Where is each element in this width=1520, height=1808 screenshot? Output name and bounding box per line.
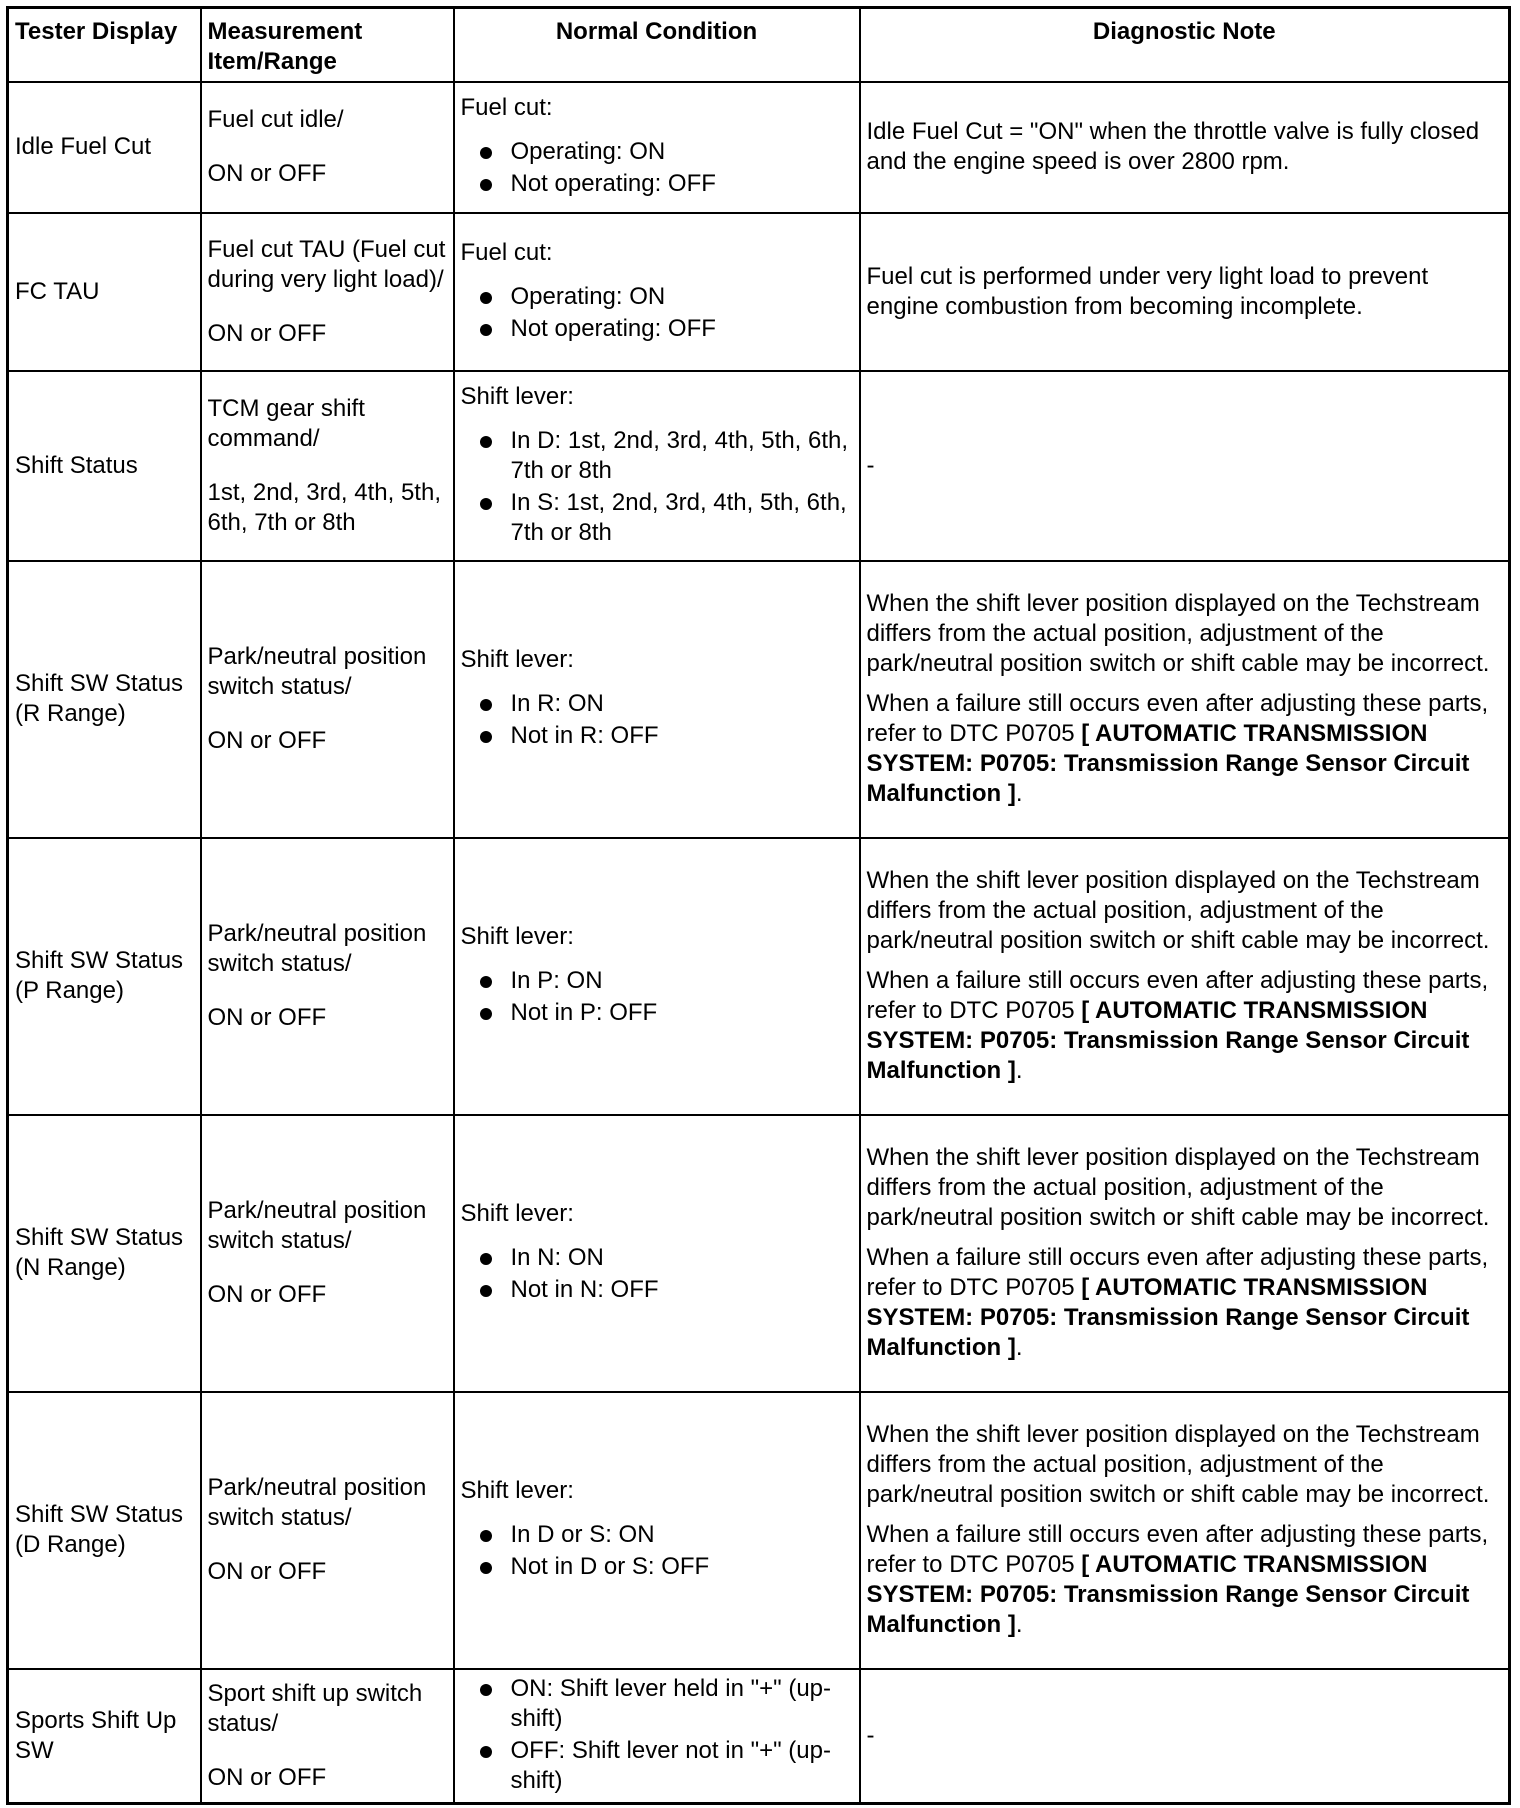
diagnostic-note-cell [860, 1392, 1510, 1669]
dtc-reference: [ AUTOMATIC TRANSMISSION SYSTEM: P0705: Transmission Range Sensor Circuit Malfunction ] [866, 1274, 1470, 1361]
note-text: When a failure still occurs even after adjusting these parts, refer to DTC P0705 [866, 1244, 1489, 1301]
tester-display-cell: FC TAU [8, 213, 201, 371]
condition-list [461, 966, 853, 1028]
tester-display-cell: Sports Shift Up SW [8, 1669, 201, 1804]
measurement-item: Park/neutral position switch status/ [207, 643, 427, 700]
normal-condition-cell [454, 1669, 860, 1804]
note-paragraph [867, 966, 1503, 1086]
table-row [8, 82, 1510, 213]
diagnostic-note-cell: - [860, 371, 1510, 561]
measurement-cell [201, 838, 454, 1115]
list-item: In P: ON [473, 966, 853, 996]
note-text: When a failure still occurs even after adjusting these parts, refer to DTC P0705 [866, 1521, 1489, 1578]
note-paragraph: When the shift lever position displayed on the Techstream differs from the actual position, adjustment of the park/neutral position switch or shift cable may be incorrect. [866, 590, 1490, 677]
list-item: In D: 1st, 2nd, 3rd, 4th, 5th, 6th, 7th or 8th [473, 426, 853, 486]
measurement-range: ON or OFF [207, 1004, 327, 1031]
list-item: Not in D or S: OFF [473, 1552, 853, 1582]
condition-list [461, 282, 853, 344]
note-paragraph: When the shift lever position displayed on the Techstream differs from the actual position, adjustment of the park/neutral position switch or shift cable may be incorrect. [866, 867, 1490, 954]
dtc-reference: [ AUTOMATIC TRANSMISSION SYSTEM: P0705: Transmission Range Sensor Circuit Malfunction ] [866, 720, 1470, 807]
table-row [8, 371, 1510, 561]
measurement-range: ON or OFF [207, 1763, 327, 1791]
condition-label: Shift lever: [460, 382, 574, 410]
tester-display-cell: Shift SW Status (D Range) [8, 1392, 201, 1669]
diagnostic-note-cell [860, 1115, 1510, 1392]
list-item: Not in R: OFF [473, 721, 853, 751]
note-paragraph: When the shift lever position displayed on the Techstream differs from the actual position, adjustment of the park/neutral position switch or shift cable may be incorrect. [866, 1421, 1490, 1508]
normal-condition-cell [454, 371, 860, 561]
measurement-cell [201, 1669, 454, 1804]
note-end: . [1015, 780, 1023, 807]
condition-label: Shift lever: [460, 923, 574, 950]
measurement-cell [201, 371, 454, 561]
list-item: In N: ON [473, 1243, 853, 1273]
table-row [8, 213, 1510, 371]
list-item: In D or S: ON [473, 1520, 853, 1550]
header-normal-condition: Normal Condition [454, 8, 860, 82]
condition-label: Fuel cut: [460, 94, 553, 121]
measurement-item: Fuel cut TAU (Fuel cut during very light load)/ [207, 235, 446, 293]
measurement-range: ON or OFF [207, 727, 327, 754]
tester-display-cell: Shift SW Status (N Range) [8, 1115, 201, 1392]
measurement-item: Park/neutral position switch status/ [207, 1197, 427, 1254]
condition-label: Fuel cut: [460, 238, 553, 266]
note-end: . [1015, 1334, 1023, 1361]
measurement-range: ON or OFF [207, 160, 327, 187]
list-item: In S: 1st, 2nd, 3rd, 4th, 5th, 6th, 7th or 8th [473, 488, 853, 548]
condition-list [461, 1674, 853, 1796]
measurement-cell [201, 1392, 454, 1669]
table-row [8, 561, 1510, 838]
note-paragraph [867, 1243, 1503, 1363]
list-item: OFF: Shift lever not in "+" (up-shift) [473, 1736, 853, 1796]
measurement-cell [201, 561, 454, 838]
normal-condition-cell [454, 561, 860, 838]
list-item: ON: Shift lever held in "+" (up-shift) [473, 1674, 853, 1734]
measurement-item: Fuel cut idle/ [207, 106, 344, 133]
table-row [8, 1669, 1510, 1804]
note-end: . [1015, 1057, 1023, 1084]
list-item: Operating: ON [473, 282, 853, 312]
normal-condition-cell [454, 1115, 860, 1392]
header-diagnostic-note: Diagnostic Note [860, 8, 1510, 82]
measurement-cell [201, 1115, 454, 1392]
diagnostic-note-cell: - [860, 1669, 1510, 1804]
condition-list [461, 1520, 853, 1582]
normal-condition-cell [454, 82, 860, 213]
normal-condition-cell [454, 1392, 860, 1669]
tester-display-cell: Shift SW Status (P Range) [8, 838, 201, 1115]
list-item: Operating: ON [473, 137, 853, 167]
list-item: Not in N: OFF [473, 1275, 853, 1305]
condition-label: Shift lever: [460, 1477, 574, 1504]
note-text: When a failure still occurs even after adjusting these parts, refer to DTC P0705 [866, 967, 1489, 1024]
normal-condition-cell [454, 213, 860, 371]
dtc-reference: [ AUTOMATIC TRANSMISSION SYSTEM: P0705: Transmission Range Sensor Circuit Malfunction ] [866, 997, 1470, 1084]
table-row [8, 1115, 1510, 1392]
measurement-item: Park/neutral position switch status/ [207, 1474, 427, 1531]
list-item: Not in P: OFF [473, 998, 853, 1028]
list-item: In R: ON [473, 689, 853, 719]
measurement-cell [201, 82, 454, 213]
measurement-cell [201, 213, 454, 371]
diagnostic-note-cell: Idle Fuel Cut = "ON" when the throttle valve is fully closed and the engine speed is over 2800 rpm. [860, 82, 1510, 213]
condition-label: Shift lever: [460, 1200, 574, 1227]
measurement-range: ON or OFF [207, 1281, 327, 1308]
condition-list [461, 426, 853, 548]
header-row [8, 8, 1510, 82]
diagnostic-data-table [6, 6, 1511, 1805]
measurement-item: Sport shift up switch status/ [207, 1679, 423, 1737]
diagnostic-note-cell [860, 838, 1510, 1115]
list-item: Not operating: OFF [473, 169, 853, 199]
measurement-range: 1st, 2nd, 3rd, 4th, 5th, 6th, 7th or 8th [207, 478, 441, 536]
tester-display-cell: Shift SW Status (R Range) [8, 561, 201, 838]
measurement-range: ON or OFF [207, 319, 327, 347]
measurement-item: TCM gear shift command/ [207, 394, 365, 452]
note-text: When a failure still occurs even after adjusting these parts, refer to DTC P0705 [866, 690, 1489, 747]
diagnostic-note-cell [860, 561, 1510, 838]
diagnostic-note-cell: Fuel cut is performed under very light load to prevent engine combustion from becoming incomplete. [860, 213, 1510, 371]
header-measurement-item: Measurement Item/Range [201, 8, 454, 82]
note-end: . [1015, 1611, 1023, 1638]
dtc-reference: [ AUTOMATIC TRANSMISSION SYSTEM: P0705: Transmission Range Sensor Circuit Malfunction ] [866, 1551, 1470, 1638]
header-tester-display: Tester Display [8, 8, 201, 82]
note-paragraph [867, 1520, 1503, 1640]
condition-list [461, 137, 853, 199]
note-paragraph [867, 689, 1503, 809]
note-paragraph: When the shift lever position displayed on the Techstream differs from the actual position, adjustment of the park/neutral position switch or shift cable may be incorrect. [866, 1144, 1490, 1231]
list-item: Not operating: OFF [473, 314, 853, 344]
normal-condition-cell [454, 838, 860, 1115]
condition-list [461, 1243, 853, 1305]
table-row [8, 838, 1510, 1115]
table-row [8, 1392, 1510, 1669]
measurement-range: ON or OFF [207, 1558, 327, 1585]
measurement-item: Park/neutral position switch status/ [207, 920, 427, 977]
condition-list [461, 689, 853, 751]
tester-display-cell: Shift Status [8, 371, 201, 561]
condition-label: Shift lever: [460, 646, 574, 673]
tester-display-cell: Idle Fuel Cut [8, 82, 201, 213]
